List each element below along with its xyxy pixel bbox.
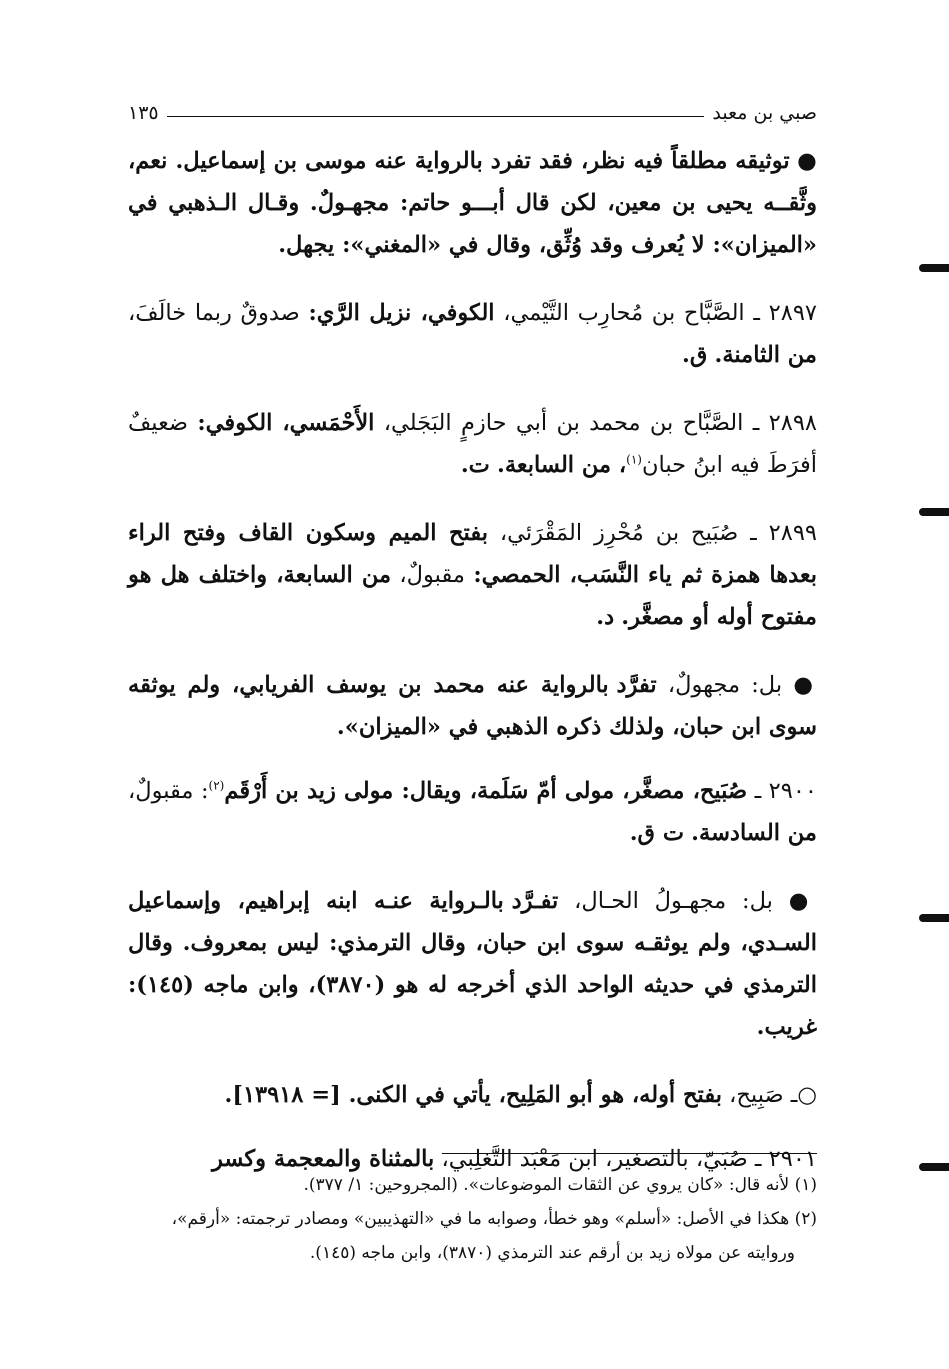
- footnote-2: (٢) هكذا في الأصل: «أسلم» وهو خطأ، وصوابه ما في «التهذيبين» ومصادر ترجمته: «أرقم»،: [171, 1209, 817, 1229]
- entry-name: صُبَيح، مصغَّر، مولى أمّ سَلَمة، ويقال: مولى زيد بن أَرْقَم: [224, 778, 748, 804]
- entry-2899: [128, 512, 817, 638]
- entry-nisba: الكوفي، نزيل الرَّي:: [308, 300, 495, 326]
- margin-tab-mark: [919, 914, 949, 922]
- entry-symbols: ق.: [682, 342, 708, 368]
- footnote-1: (١) لأنه قال: «كان يروي عن الثقات الموضوعات». (المجروحين: ١/ ٣٧٧).: [303, 1175, 817, 1195]
- comment-text: تفرَّد بالرواية عنه محمد بن يوسف الفريابي، ولم يوثقه سوى ابن حبان، ولذلك ذكره الذهبي في «الميزان».: [128, 672, 817, 740]
- entry-grade: : مقبولٌ،: [128, 778, 209, 804]
- circle-icon: ○: [797, 1082, 817, 1108]
- entry-tabaqa: من السابعة، واختلف هل هو مفتوح أوله أو مصغَّر.: [128, 562, 817, 630]
- running-header: [128, 100, 817, 126]
- footnote-2-continued: وروايته عن مولاه زيد بن أرقم عند الترمذي (٣٨٧٠)، وابن ماجه (١٤٥).: [309, 1243, 795, 1263]
- entry-2897: [128, 292, 817, 376]
- page-number: ١٣٥: [128, 102, 159, 124]
- entry-symbols: د.: [596, 604, 615, 630]
- entry-nisba: الأَحْمَسي، الكوفي:: [197, 410, 375, 436]
- entry-symbols: ت ق.: [629, 820, 685, 846]
- xref-text: بفتح أوله، هو أبو المَلِيح، يأتي في الكنى. [= ١٣٩١٨].: [224, 1082, 722, 1108]
- entry-number: ٢٨٩٨ ـ: [752, 410, 817, 436]
- entry-name: الصَّبَّاح بن مُحارِب التَّيْمي،: [503, 300, 745, 326]
- entry-number: ٢٨٩٩ ـ: [750, 520, 818, 546]
- margin-tab-mark: [919, 264, 949, 272]
- entry-number: ٢٨٩٧ ـ: [753, 300, 817, 326]
- comment-paragraph: [128, 140, 817, 266]
- entry-name: صُبَيّ، بالتصغير، ابن مَعْبَد التَّغلِبي،: [441, 1146, 748, 1172]
- entry-description: بفتح الميم وسكون القاف وفتح الراء بعدها همزة ثم ياء النَّسَب، الحمصي:: [128, 520, 817, 588]
- entry-grade: صدوقٌ ربما خالَفَ،: [128, 300, 300, 326]
- entry-description: بالمثناة والمعجمة وكسر: [211, 1146, 435, 1172]
- comment-text: تفـرَّد بالـرواية عنـه ابنه إبراهيم، وإسماعيل السـدي، ولم يوثقـه سوى ابن حبان، وقال الترمذي: ليس بمعروف. وقال الترمذي في حديثه الواحد الذي أخرجه له هو (٣٨٧٠)، وابن ماجه (١٤٥): غريب.: [128, 888, 817, 1040]
- entry-2898: [128, 402, 817, 486]
- entry-tabaqa: من السادسة.: [691, 820, 817, 846]
- entry-grade: مقبولٌ،: [399, 562, 465, 588]
- cross-reference-entry: [128, 1074, 817, 1116]
- header-title: صبي بن معبد: [712, 102, 817, 124]
- footnotes: [128, 1168, 817, 1270]
- comment-paragraph: [128, 880, 817, 1048]
- comment-paragraph: [128, 664, 817, 748]
- entry-name: الصَّبَّاح بن محمد بن أبي حازمٍ البَجَلي،: [383, 410, 744, 436]
- margin-tab-mark: [919, 508, 949, 516]
- entry-grade: ضعيفٌ أفرَطَ فيه ابنُ حبان: [128, 410, 817, 478]
- bullet-icon: ●: [788, 888, 818, 914]
- comment-text: توثيقه مطلقاً فيه نظر، فقد تفرد بالرواية عنه موسى بن إسماعيل. نعم، وثَّقــه يحيى بن معين، لكن قال أبـــو حاتم: مجهـولٌ. وقـال الـذهبي في «الميزان»: لا يُعرف وقد وُثِّق، وقال في «المغني»: يجهل.: [128, 148, 817, 258]
- footnote-ref: (٢): [208, 778, 225, 793]
- footnote-ref: (١): [626, 452, 642, 467]
- page-body: [128, 140, 817, 1180]
- comment-lead: بل: مجهـولُ الحـال،: [574, 888, 773, 914]
- entry-symbols: ت.: [460, 452, 490, 478]
- xref-name: ـ صَبِيح،: [729, 1082, 798, 1108]
- bullet-icon: ●: [797, 148, 817, 174]
- margin-tab-mark: [919, 1163, 949, 1171]
- footnote-separator: [442, 1153, 817, 1154]
- entry-tabaqa: ، من السابعة.: [497, 452, 627, 478]
- bullet-icon: ●: [793, 672, 818, 698]
- entry-number: ٢٩٠١ ـ: [754, 1146, 817, 1172]
- header-rule: [167, 116, 705, 117]
- entry-tabaqa: من الثامنة.: [714, 342, 817, 368]
- entry-2900: [128, 770, 817, 854]
- entry-name: صُبَيح بن مُحْرِز المَقْرَئي،: [499, 520, 739, 546]
- comment-lead: بل: مجهولٌ،: [667, 672, 783, 698]
- entry-number: ٢٩٠٠ ـ: [754, 778, 817, 804]
